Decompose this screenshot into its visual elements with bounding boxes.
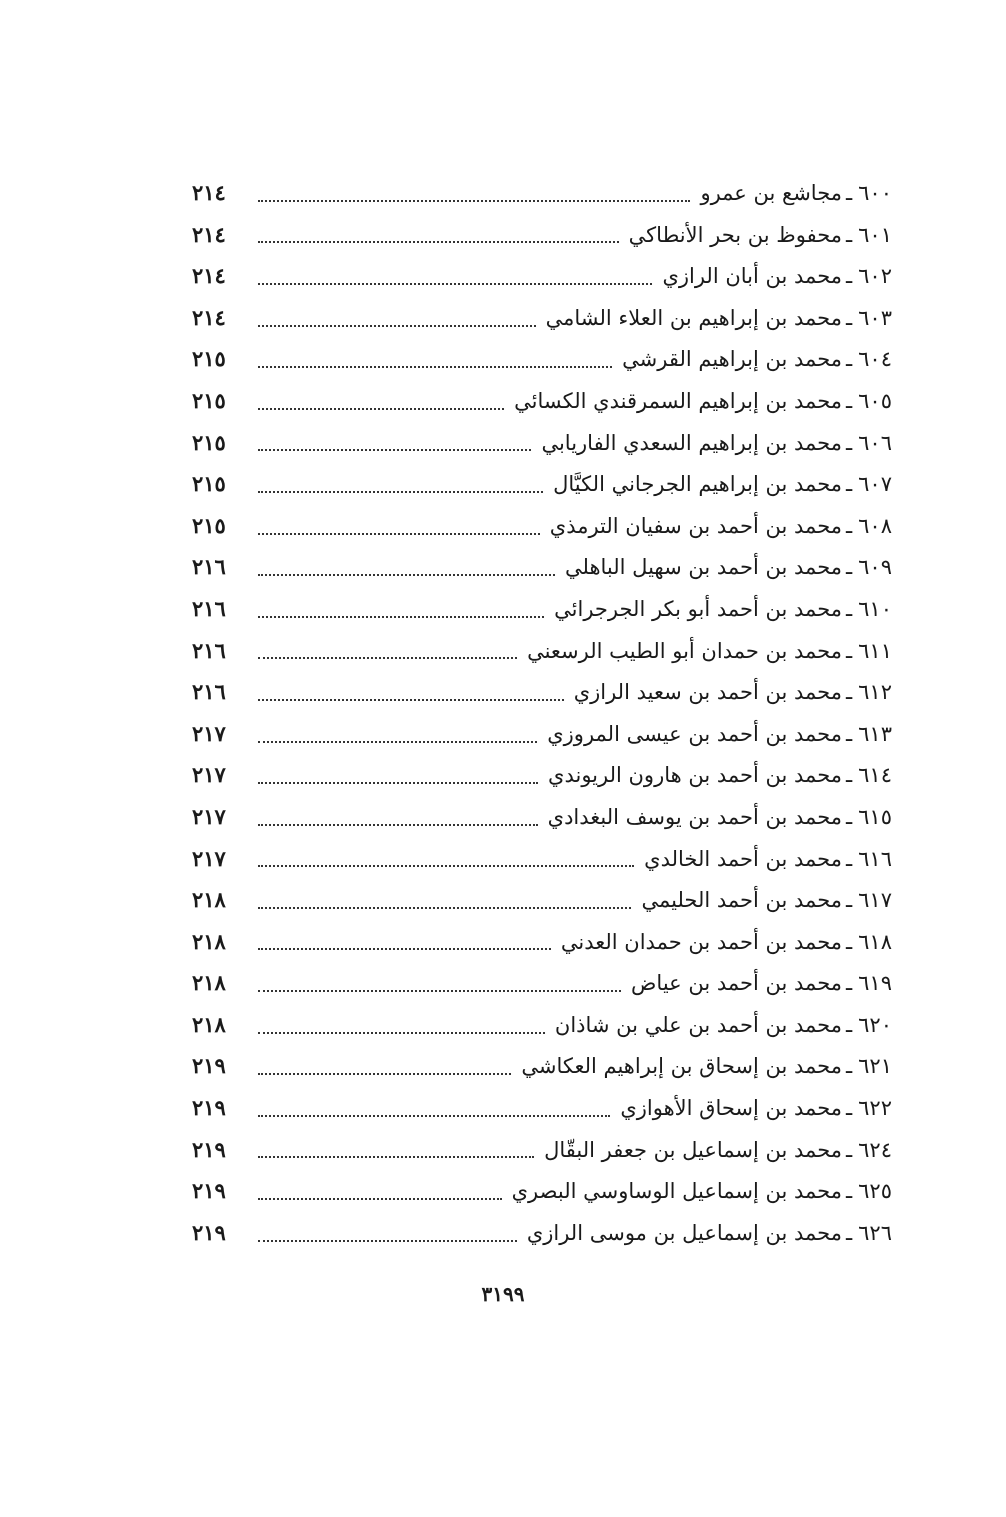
entry-page-number: ٢١٩: [192, 1219, 226, 1245]
entry-number: ٦٢٠: [858, 1012, 892, 1037]
entry-name: محمد بن أحمد أبو بكر الجرجرائي: [554, 596, 842, 621]
entry-separator: ـ: [846, 472, 853, 497]
toc-entry: [192, 1004, 892, 1046]
entry-name: محمد بن إبراهيم القرشي: [622, 347, 842, 372]
toc-entry: [192, 338, 892, 380]
entry-separator: ـ: [846, 888, 853, 913]
entry-separator: ـ: [846, 1012, 853, 1037]
dot-leader: [258, 1156, 534, 1158]
entry-page-number: ٢١٧: [192, 720, 226, 746]
toc-entry: [192, 422, 892, 464]
toc-entry: [192, 1170, 892, 1212]
entry-name: محمد بن أحمد بن حمدان العدني: [560, 929, 842, 954]
entry-page-number: ٢١٦: [192, 637, 226, 663]
entry-name: محمد بن إسماعيل بن موسى الرازي: [526, 1220, 842, 1245]
entry-name: محمد بن إبراهيم الجرجاني الكيَّال: [553, 472, 842, 497]
entry-separator: ـ: [846, 347, 853, 372]
entry-page-number: ٢١٨: [192, 928, 226, 954]
toc-entry: [192, 214, 892, 256]
entry-separator: ـ: [846, 804, 853, 829]
entry-page-number: ٢١٨: [192, 970, 226, 996]
entry-page-number: ٢١٨: [192, 887, 226, 913]
entry-number: ٦١٩: [858, 971, 892, 996]
toc-entry: [192, 1129, 892, 1171]
entry-page-number: ٢١٥: [192, 387, 226, 413]
entry-number: ٦٠٥: [858, 388, 892, 413]
dot-leader: [258, 200, 690, 202]
entry-number: ٦١١: [858, 638, 892, 663]
entry-separator: ـ: [846, 1137, 853, 1162]
entry-name: محمد بن أحمد بن هارون الريوندي: [548, 763, 842, 788]
entry-page-number: ٢١٨: [192, 1011, 226, 1037]
toc-entry: [192, 172, 892, 214]
entry-number: ٦١٧: [858, 888, 892, 913]
entry-separator: ـ: [846, 430, 853, 455]
entry-name: محمد بن أحمد بن سفيان الترمذي: [549, 513, 842, 538]
toc-entry: [192, 713, 892, 755]
entry-separator: ـ: [846, 305, 853, 330]
entry-name: محمد بن إسماعيل الوساوسي البصري: [511, 1179, 842, 1204]
dot-leader: [258, 907, 631, 909]
dot-leader: [258, 241, 619, 243]
dot-leader: [258, 657, 517, 659]
entry-number: ٦١٢: [858, 680, 892, 705]
entry-page-number: ٢١٧: [192, 803, 226, 829]
toc-entry: [192, 671, 892, 713]
entry-number: ٦٠٢: [858, 264, 892, 289]
entry-page-number: ٢١٥: [192, 512, 226, 538]
toc-entry: [192, 921, 892, 963]
entry-number: ٦٠٨: [858, 513, 892, 538]
entry-separator: ـ: [846, 596, 853, 621]
entry-number: ٦٠١: [858, 222, 892, 247]
entry-name: محمد بن أحمد بن عيسى المروزي: [547, 721, 842, 746]
entry-separator: ـ: [846, 1220, 853, 1245]
entry-page-number: ٢١٦: [192, 595, 226, 621]
dot-leader: [258, 1115, 610, 1117]
dot-leader: [258, 948, 551, 950]
entry-separator: ـ: [846, 513, 853, 538]
table-of-contents: [192, 172, 892, 1253]
entry-name: محمد بن إسحاق بن إبراهيم العكاشي: [521, 1054, 842, 1079]
entry-name: محفوظ بن بحر الأنطاكي: [628, 222, 842, 247]
dot-leader: [258, 533, 540, 535]
entry-number: ٦٢١: [858, 1054, 892, 1079]
entry-page-number: ٢١٦: [192, 554, 226, 580]
toc-entry: [192, 588, 892, 630]
entry-separator: ـ: [846, 929, 853, 954]
entry-number: ٦١٠: [858, 596, 892, 621]
entry-separator: ـ: [846, 763, 853, 788]
entry-number: ٦١٥: [858, 804, 892, 829]
toc-entry: [192, 380, 892, 422]
entry-page-number: ٢١٩: [192, 1095, 226, 1121]
dot-leader: [258, 616, 544, 618]
toc-entry: [192, 1212, 892, 1254]
entry-page-number: ٢١٧: [192, 762, 226, 788]
entry-name: محمد بن أحمد بن سعيد الرازي: [573, 680, 842, 705]
entry-name: محمد بن إبراهيم السعدي الفاريابي: [541, 430, 842, 455]
entry-separator: ـ: [846, 181, 853, 205]
dot-leader: [258, 699, 564, 701]
entry-name: محمد بن أبان الرازي: [662, 264, 842, 289]
entry-page-number: ٢١٩: [192, 1136, 226, 1162]
entry-page-number: ٢١٤: [192, 180, 226, 205]
entry-name: محمد بن أحمد بن سهيل الباهلي: [565, 555, 842, 580]
entry-number: ٦٢٦: [858, 1220, 892, 1245]
entry-number: ٦٠٤: [858, 347, 892, 372]
entry-number: ٦١٨: [858, 929, 892, 954]
entry-page-number: ٢١٩: [192, 1053, 226, 1079]
entry-name: مجاشع بن عمرو: [700, 181, 842, 205]
toc-entry: [192, 796, 892, 838]
entry-name: محمد بن إبراهيم بن العلاء الشامي: [545, 305, 842, 330]
dot-leader: [258, 491, 543, 493]
entry-page-number: ٢١٤: [192, 304, 226, 330]
dot-leader: [258, 1073, 511, 1075]
entry-name: محمد بن أحمد الحليمي: [641, 888, 842, 913]
toc-entry: [192, 463, 892, 505]
entry-name: محمد بن أحمد بن عياض: [631, 971, 842, 996]
entry-number: ٦١٤: [858, 763, 892, 788]
entry-separator: ـ: [846, 971, 853, 996]
entry-number: ٦١٦: [858, 846, 892, 871]
toc-entry: [192, 1045, 892, 1087]
dot-leader: [258, 741, 537, 743]
entry-separator: ـ: [846, 1096, 853, 1121]
entry-number: ٦١٣: [858, 721, 892, 746]
entry-name: محمد بن أحمد بن علي بن شاذان: [554, 1012, 842, 1037]
dot-leader: [258, 283, 652, 285]
entry-name: محمد بن أحمد الخالدي: [644, 846, 842, 871]
entry-separator: ـ: [846, 264, 853, 289]
entry-number: ٦٢٥: [858, 1179, 892, 1204]
dot-leader: [258, 1198, 502, 1200]
entry-page-number: ٢١٧: [192, 845, 226, 871]
entry-separator: ـ: [846, 638, 853, 663]
entry-number: ٦٠٩: [858, 555, 892, 580]
toc-entry: [192, 630, 892, 672]
toc-entry: [192, 1087, 892, 1129]
dot-leader: [258, 990, 621, 992]
toc-entry: [192, 838, 892, 880]
dot-leader: [258, 782, 538, 784]
toc-entry: [192, 505, 892, 547]
entry-page-number: ٢١٦: [192, 679, 226, 705]
dot-leader: [258, 574, 555, 576]
entry-name: محمد بن إبراهيم السمرقندي الكسائي: [514, 388, 842, 413]
entry-name: محمد بن إسماعيل بن جعفر البقّال: [544, 1137, 842, 1162]
entry-page-number: ٢١٥: [192, 346, 226, 372]
toc-entry: [192, 879, 892, 921]
entry-number: ٦٢٢: [858, 1096, 892, 1121]
entry-separator: ـ: [846, 721, 853, 746]
entry-separator: ـ: [846, 222, 853, 247]
entry-number: ٦٢٤: [858, 1137, 892, 1162]
dot-leader: [258, 824, 538, 826]
entry-number: ٦٠٧: [858, 472, 892, 497]
dot-leader: [258, 449, 531, 451]
toc-entry: [192, 546, 892, 588]
entry-separator: ـ: [846, 555, 853, 580]
entry-separator: ـ: [846, 388, 853, 413]
dot-leader: [258, 325, 536, 327]
entry-page-number: ٢١٤: [192, 221, 226, 247]
dot-leader: [258, 366, 612, 368]
entry-separator: ـ: [846, 846, 853, 871]
entry-separator: ـ: [846, 1179, 853, 1204]
entry-number: ٦٠٦: [858, 430, 892, 455]
entry-name: محمد بن حمدان أبو الطيب الرسعني: [527, 638, 842, 663]
dot-leader: [258, 1032, 545, 1034]
entry-number: ٦٠٠: [858, 181, 892, 205]
dot-leader: [258, 865, 634, 867]
entry-page-number: ٢١٥: [192, 429, 226, 455]
page-number: ٣١٩٩: [481, 1282, 525, 1306]
dot-leader: [258, 1240, 517, 1242]
entry-name: محمد بن إسحاق الأهوازي: [620, 1096, 842, 1121]
entry-page-number: ٢١٩: [192, 1178, 226, 1204]
entry-number: ٦٠٣: [858, 305, 892, 330]
toc-entry: [192, 754, 892, 796]
dot-leader: [258, 408, 504, 410]
entry-separator: ـ: [846, 1054, 853, 1079]
toc-entry: [192, 255, 892, 297]
entry-page-number: ٢١٤: [192, 263, 226, 289]
toc-entry: [192, 962, 892, 1004]
entry-page-number: ٢١٥: [192, 471, 226, 497]
entry-separator: ـ: [846, 680, 853, 705]
entry-name: محمد بن أحمد بن يوسف البغدادي: [547, 804, 842, 829]
toc-entry: [192, 297, 892, 339]
